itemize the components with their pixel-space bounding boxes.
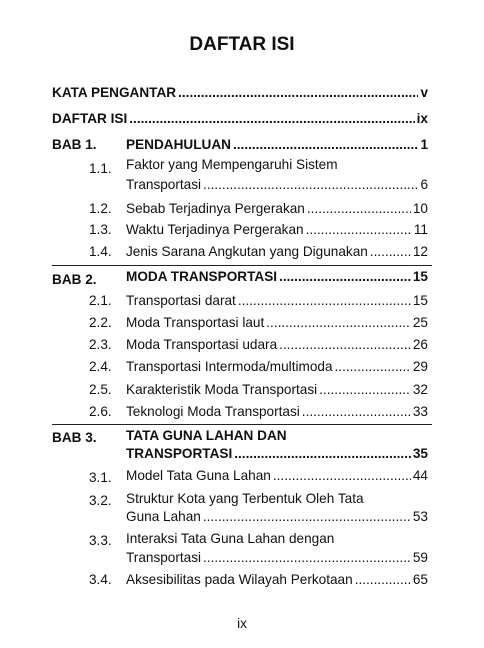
leader-dots bbox=[319, 381, 411, 399]
leader-dots bbox=[355, 571, 411, 589]
leader-dots bbox=[234, 445, 411, 463]
section-number: 2.3. bbox=[89, 337, 112, 352]
section-title: Karakteristik Moda Transportasi bbox=[126, 382, 318, 397]
section-title: Faktor yang Mempengaruhi Sistem bbox=[126, 157, 338, 172]
chapter-page: 15 bbox=[412, 269, 428, 284]
toc-section-3-4 bbox=[126, 571, 428, 589]
leader-dots bbox=[266, 314, 411, 332]
leader-dots bbox=[273, 467, 411, 485]
toc-section-1-1 bbox=[126, 176, 428, 194]
chapter-number: BAB 1. bbox=[52, 137, 97, 152]
toc-section-3-3 bbox=[126, 549, 428, 567]
toc-section-1-3 bbox=[126, 221, 428, 239]
section-divider bbox=[52, 265, 432, 266]
section-page: 12 bbox=[412, 244, 428, 259]
section-page: 53 bbox=[412, 509, 428, 524]
section-title: Interaksi Tata Guna Lahan dengan bbox=[126, 531, 335, 546]
leader-dots bbox=[370, 243, 411, 261]
toc-chapter-2 bbox=[126, 268, 428, 286]
section-page: 26 bbox=[412, 337, 428, 352]
section-number: 2.1. bbox=[89, 293, 112, 308]
leader-dots bbox=[129, 110, 414, 128]
leader-dots bbox=[233, 136, 418, 154]
toc-section-1-2 bbox=[126, 200, 428, 218]
section-page: 65 bbox=[412, 572, 428, 587]
section-page: 33 bbox=[412, 404, 428, 419]
toc-section-2-3 bbox=[126, 336, 428, 354]
section-title-cont: Transportasi bbox=[126, 550, 202, 565]
leader-dots bbox=[279, 268, 411, 286]
section-page: 32 bbox=[412, 382, 428, 397]
section-number: 3.2. bbox=[89, 493, 112, 508]
toc-section-2-1 bbox=[126, 292, 428, 310]
section-page: 15 bbox=[412, 293, 428, 308]
section-number: 1.3. bbox=[89, 222, 112, 237]
section-title: Moda Transportasi udara bbox=[126, 337, 278, 352]
section-number: 2.4. bbox=[89, 359, 112, 374]
section-number: 3.4. bbox=[89, 572, 112, 587]
leader-dots bbox=[203, 549, 411, 567]
section-number: 2.6. bbox=[89, 404, 112, 419]
section-title: Model Tata Guna Lahan bbox=[126, 468, 271, 483]
page-number: ix bbox=[237, 616, 247, 631]
section-divider bbox=[52, 424, 432, 425]
toc-section-3-1 bbox=[126, 467, 428, 485]
toc-section-1-4 bbox=[126, 243, 428, 261]
section-page: 29 bbox=[412, 359, 428, 374]
chapter-number: BAB 2. bbox=[52, 272, 97, 287]
section-page: 44 bbox=[412, 468, 428, 483]
toc-chapter-1 bbox=[126, 136, 428, 154]
section-number: 1.1. bbox=[89, 161, 112, 176]
section-number: 1.4. bbox=[89, 244, 112, 259]
section-page: 11 bbox=[413, 222, 428, 237]
section-title: Teknologi Moda Transportasi bbox=[126, 404, 300, 419]
toc-section-2-4 bbox=[126, 358, 428, 376]
section-title-cont: Transportasi bbox=[126, 177, 202, 192]
section-number: 2.2. bbox=[89, 315, 112, 330]
entry-page: ix bbox=[416, 111, 428, 126]
toc-section-2-5 bbox=[126, 381, 428, 399]
section-title: Waktu Terjadinya Pergerakan bbox=[126, 222, 304, 237]
leader-dots bbox=[238, 292, 411, 310]
leader-dots bbox=[306, 221, 412, 239]
chapter-page: 35 bbox=[412, 446, 428, 461]
section-title: Aksesibilitas pada Wilayah Perkotaan bbox=[126, 572, 353, 587]
section-title: Transportasi darat bbox=[126, 293, 236, 308]
toc-section-3-2 bbox=[126, 508, 428, 526]
section-title: Transportasi Intermoda/multimoda bbox=[126, 359, 333, 374]
chapter-title: TATA GUNA LAHAN DAN bbox=[126, 428, 287, 443]
section-page: 25 bbox=[412, 315, 428, 330]
toc-section-2-6 bbox=[126, 403, 428, 421]
section-number: 2.5. bbox=[89, 382, 112, 397]
toc-entry-daftar-isi bbox=[52, 110, 428, 128]
leader-dots bbox=[335, 358, 411, 376]
toc-chapter-3 bbox=[126, 445, 428, 463]
chapter-title: PENDAHULUAN bbox=[126, 137, 231, 152]
leader-dots bbox=[178, 84, 418, 102]
section-number: 3.3. bbox=[89, 533, 112, 548]
chapter-number: BAB 3. bbox=[52, 430, 97, 445]
section-number: 3.1. bbox=[89, 470, 112, 485]
leader-dots bbox=[203, 176, 418, 194]
toc-entry-kata-pengantar bbox=[52, 84, 428, 102]
section-number: 1.2. bbox=[89, 201, 112, 216]
section-title: Moda Transportasi laut bbox=[126, 315, 265, 330]
section-page: 59 bbox=[412, 550, 428, 565]
leader-dots bbox=[302, 403, 411, 421]
section-page: 6 bbox=[420, 177, 428, 192]
entry-label: DAFTAR ISI bbox=[52, 111, 128, 126]
toc-section-2-2 bbox=[126, 314, 428, 332]
chapter-title-cont: TRANSPORTASI bbox=[126, 446, 233, 461]
section-page: 10 bbox=[412, 201, 428, 216]
section-title: Jenis Sarana Angkutan yang Digunakan bbox=[126, 244, 368, 259]
entry-page: v bbox=[420, 85, 428, 100]
page-title: DAFTAR ISI bbox=[189, 34, 295, 55]
section-title: Sebab Terjadinya Pergerakan bbox=[126, 201, 305, 216]
section-title-cont: Guna Lahan bbox=[126, 509, 201, 524]
leader-dots bbox=[203, 508, 411, 526]
leader-dots bbox=[307, 200, 411, 218]
entry-label: KATA PENGANTAR bbox=[52, 85, 177, 100]
chapter-title: MODA TRANSPORTASI bbox=[126, 269, 278, 284]
leader-dots bbox=[279, 336, 411, 354]
chapter-page: 1 bbox=[420, 137, 428, 152]
section-title: Struktur Kota yang Terbentuk Oleh Tata bbox=[126, 491, 364, 506]
